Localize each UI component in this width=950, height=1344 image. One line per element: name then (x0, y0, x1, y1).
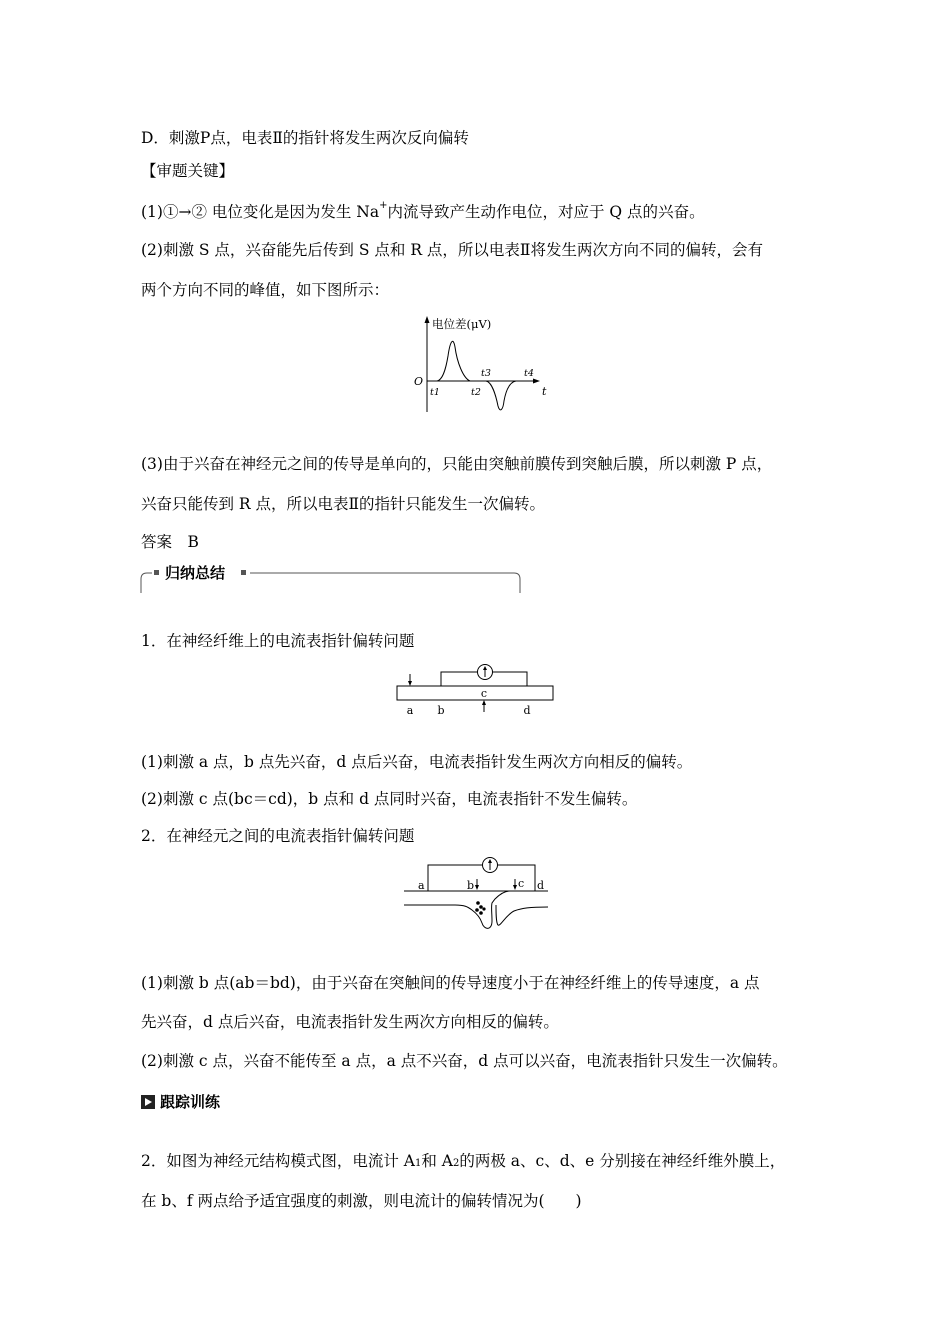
origin-label: O (414, 375, 424, 388)
question-2-line-2: 在 b、f 两点给予适宜强度的刺激，则电流计的偏转情况为( ) (141, 1192, 582, 1210)
play-icon (141, 1095, 155, 1109)
summary-1-point-2: (2)刺激 c 点(bc＝cd)，b 点和 d 点同时兴奋，电流表指针不发生偏转。 (141, 790, 638, 808)
summary-2-point-1-line-2: 先兴奋，d 点后兴奋，电流表指针发生两次方向相反的偏转。 (141, 1013, 559, 1031)
q2-text-b: 和 A (421, 1152, 453, 1170)
nerve-fiber (397, 686, 553, 700)
label-a: a (406, 704, 414, 717)
training-title: 跟踪训练 (160, 1093, 221, 1111)
tick-t4: t4 (524, 368, 534, 379)
presynaptic-membrane (404, 891, 510, 928)
y-axis-arrow (425, 316, 430, 323)
label-a: a (418, 879, 425, 892)
q2-text-c: 的两极 a、c、d、e 分别接在神经纤维外膜上， (459, 1152, 786, 1170)
summary-1-point-1: (1)刺激 a 点，b 点先兴奋，d 点后兴奋，电流表指针发生两次方向相反的偏转。 (141, 753, 693, 771)
synapse-diagram (400, 855, 552, 939)
nerve-fiber-diagram (390, 662, 560, 718)
x-axis-label: t (542, 385, 547, 398)
label-b: b (467, 879, 475, 892)
postsynaptic-membrane (496, 905, 548, 925)
q2-text-a: 2．如图为神经元结构模式图，电流计 A (141, 1152, 415, 1170)
key-point-2-line-1: (2)刺激 S 点，兴奋能先后传到 S 点和 R 点，所以电表Ⅱ将发生两次方向不同的偏转，会有 (141, 241, 763, 259)
key1-text-b: 内流导致产生动作电位，对应于 Q 点的兴奋。 (387, 203, 705, 221)
q2-sub-1: 1 (414, 1158, 422, 1169)
key-point-1 (141, 202, 705, 222)
summary-2-title: 2．在神经元之间的电流表指针偏转问题 (141, 827, 415, 845)
summary-title: 归纳总结 (165, 564, 226, 582)
key-point-3-line-1: (3)由于兴奋在神经元之间的传导是单向的，只能由突触前膜传到突触后膜，所以刺激 P 点， (141, 455, 773, 473)
key-point-3-line-2: 兴奋只能传到 R 点，所以电表Ⅱ的指针只能发生一次偏转。 (141, 495, 546, 513)
label-c: c (480, 687, 488, 700)
summary-2-point-2: (2)刺激 c 点，兴奋不能传至 a 点，a 点不兴奋，d 点可以兴奋，电流表指针只发生一次偏转。 (141, 1052, 788, 1070)
tick-t3: t3 (481, 368, 491, 379)
label-d: d (523, 704, 531, 717)
potential-chart (410, 312, 550, 422)
key1-text-a: (1)①→② 电位变化是因为发生 Na (141, 203, 380, 221)
summary-1-title: 1．在神经纤维上的电流表指针偏转问题 (141, 632, 415, 650)
label-c: c (518, 877, 525, 890)
label-b: b (437, 704, 445, 717)
na-charge: + (379, 200, 388, 211)
option-d: D．刺激P点，电表Ⅱ的指针将发生两次反向偏转 (141, 129, 469, 147)
q2-sub-2: 2 (452, 1158, 460, 1169)
y-axis-label: 电位差(μV) (432, 317, 492, 331)
question-2-line-1 (141, 1151, 785, 1174)
tick-t2: t2 (471, 387, 481, 398)
label-d: d (537, 879, 545, 892)
key-heading: 【审题关键】 (141, 162, 235, 180)
tick-t1: t1 (430, 387, 440, 398)
answer: 答案 B (141, 533, 199, 551)
summary-2-point-1-line-1: (1)刺激 b 点(ab＝bd)，由于兴奋在突触间的传导速度小于在神经纤维上的传导速度，a 点 (141, 974, 760, 992)
key-point-2-line-2: 两个方向不同的峰值，如下图所示： (141, 281, 390, 299)
